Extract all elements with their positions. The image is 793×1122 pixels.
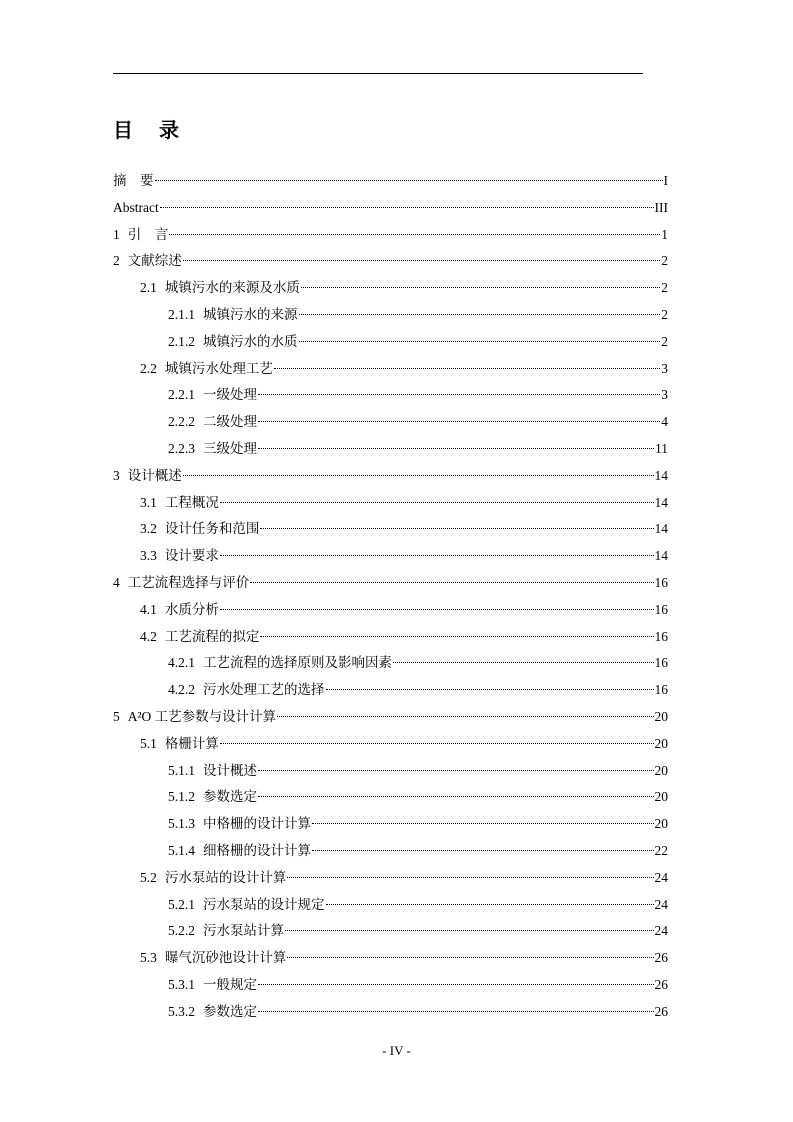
toc-entry-title: 污水泵站的设计规定	[203, 896, 325, 912]
toc-entry-title: 中格栅的设计计算	[203, 816, 311, 832]
toc-entry-title: 工艺流程选择与评价	[127, 574, 250, 590]
toc-entry-title: 工艺流程的选择原则及影响因素	[203, 655, 392, 671]
toc-entry-title: 一级处理	[203, 387, 257, 403]
title-char-2: 录	[159, 118, 179, 142]
toc-entry-title: 细格栅的设计计算	[203, 842, 311, 858]
dot-leader	[220, 555, 654, 556]
toc-entry-page: 2	[661, 333, 668, 349]
toc-entry-number: 5.2.2	[168, 923, 195, 939]
dot-leader	[393, 662, 654, 663]
toc-entry[interactable]	[113, 895, 668, 922]
toc-entry-number: 5	[113, 708, 120, 724]
toc-entry-page: 20	[654, 816, 668, 832]
toc-entry-page: 26	[654, 976, 668, 992]
dot-leader	[183, 260, 661, 261]
toc-entry-title: 城镇污水的来源及水质	[164, 280, 300, 296]
toc-entry-page: 24	[654, 896, 668, 912]
page-number-footer: - IV -	[382, 1043, 411, 1058]
toc-entry-page: I	[663, 173, 668, 188]
toc-entry-title: 设计任务和范围	[164, 521, 260, 537]
toc-entry-page: 2	[661, 280, 668, 296]
toc-entry[interactable]	[113, 546, 668, 573]
dot-leader	[260, 528, 653, 529]
toc-entry-page: 24	[654, 923, 668, 939]
toc-entry[interactable]	[113, 171, 668, 198]
toc-entry-page: 26	[654, 950, 668, 966]
toc-entry[interactable]	[113, 680, 668, 707]
toc-entry-number: 1	[113, 226, 120, 242]
dot-leader	[274, 368, 660, 369]
toc-entry-title: 设计要求	[164, 548, 219, 564]
toc-entry[interactable]	[113, 359, 668, 386]
table-of-contents	[113, 171, 668, 1029]
toc-entry-title: Abstract	[113, 199, 159, 215]
toc-entry-title: 污水泵站的设计计算	[164, 869, 287, 885]
dot-leader	[285, 930, 654, 931]
toc-entry[interactable]	[113, 412, 668, 439]
dot-leader	[301, 287, 660, 288]
toc-entry-number: 4.2.1	[168, 655, 195, 671]
toc-entry-page: 24	[654, 869, 668, 885]
toc-entry-number: 2.2.2	[168, 414, 195, 430]
dot-leader	[220, 609, 654, 610]
toc-entry-page: 20	[654, 735, 668, 751]
dot-leader	[258, 394, 660, 395]
toc-entry-title: 水质分析	[164, 601, 219, 617]
toc-entry-title: 城镇污水的来源	[203, 306, 298, 322]
toc-entry[interactable]	[113, 868, 668, 895]
toc-entry-page: 3	[661, 387, 668, 403]
toc-entry-number: 5.2.1	[168, 896, 195, 912]
toc-entry-number: 2.1.1	[168, 306, 195, 322]
toc-entry-title: 设计概述	[203, 762, 257, 778]
toc-entry-number: 4.2	[140, 628, 157, 644]
toc-entry[interactable]	[113, 573, 668, 600]
toc-entry-page: 14	[654, 467, 668, 483]
toc-entry[interactable]	[113, 1002, 668, 1029]
toc-entry[interactable]	[113, 975, 668, 1002]
toc-entry[interactable]	[113, 198, 668, 225]
dot-leader	[299, 341, 661, 342]
toc-entry-title: 参数选定	[203, 1003, 257, 1019]
toc-entry-number: 3.2	[140, 521, 157, 537]
toc-entry-page: 14	[654, 521, 668, 537]
toc-entry-number: 3.1	[140, 494, 157, 510]
toc-entry-number: 2.2.1	[168, 387, 195, 403]
toc-entry[interactable]	[113, 385, 668, 412]
toc-entry-title: 二级处理	[203, 414, 257, 430]
dot-leader	[155, 180, 663, 181]
toc-entry-title: 曝气沉砂池设计计算	[164, 950, 287, 966]
toc-entry[interactable]	[113, 519, 668, 546]
toc-entry-number: 5.3	[140, 950, 157, 966]
toc-entry-number: 5.2	[140, 869, 157, 885]
dot-leader	[287, 957, 653, 958]
toc-entry-title: 城镇污水处理工艺	[164, 360, 273, 376]
dot-leader	[277, 716, 653, 717]
toc-entry-page: 26	[654, 1003, 668, 1019]
dot-leader	[220, 502, 654, 503]
toc-entry[interactable]	[113, 332, 668, 359]
toc-entry-number: 5.1.4	[168, 842, 195, 858]
toc-entry[interactable]	[113, 707, 668, 734]
toc-entry-page: 4	[661, 414, 668, 430]
page-title	[113, 114, 179, 143]
dot-leader	[258, 796, 654, 797]
toc-entry-title: 污水泵站计算	[203, 923, 284, 939]
dot-leader	[250, 582, 653, 583]
toc-entry-number: 2.1	[140, 280, 157, 296]
dot-leader	[287, 877, 653, 878]
toc-entry-number: 5.1.3	[168, 816, 195, 832]
dot-leader	[220, 743, 654, 744]
toc-entry[interactable]	[113, 278, 668, 305]
toc-entry-number: 5.3.2	[168, 1003, 195, 1019]
toc-entry[interactable]	[113, 600, 668, 627]
toc-entry-number: 5.1.2	[168, 789, 195, 805]
dot-leader	[260, 636, 653, 637]
toc-entry-title: 设计概述	[127, 467, 182, 483]
toc-entry[interactable]	[113, 841, 668, 868]
toc-entry-title: 一般规定	[203, 976, 257, 992]
toc-entry-number: 4.1	[140, 601, 157, 617]
toc-entry[interactable]	[113, 466, 668, 493]
toc-entry-number: 2.2.3	[168, 440, 195, 456]
toc-entry-page: 16	[654, 574, 668, 590]
toc-entry-number: 4	[113, 574, 120, 590]
toc-entry-page: III	[654, 199, 668, 215]
dot-leader	[326, 689, 654, 690]
toc-entry-page: 16	[654, 655, 668, 671]
toc-entry-page: 16	[654, 682, 668, 698]
dot-leader	[169, 234, 660, 235]
toc-entry-title: 参数选定	[203, 789, 257, 805]
toc-entry[interactable]	[113, 225, 668, 252]
toc-entry-number: 5.1	[140, 735, 157, 751]
toc-entry[interactable]	[113, 814, 668, 841]
toc-entry[interactable]	[113, 439, 668, 466]
header-rule	[113, 73, 643, 74]
dot-leader	[312, 850, 654, 851]
toc-entry-page: 16	[654, 601, 668, 617]
toc-entry[interactable]	[113, 734, 668, 761]
toc-entry-number: 2	[113, 253, 120, 269]
toc-entry-page: 2	[661, 253, 668, 269]
toc-entry-number: 2.2	[140, 360, 157, 376]
toc-entry-title: A²O 工艺参数与设计计算	[127, 708, 277, 724]
toc-entry-title: 三级处理	[203, 440, 257, 456]
toc-entry-title: 工程概况	[164, 494, 219, 510]
toc-entry[interactable]	[113, 305, 668, 332]
toc-entry-page: 1	[661, 226, 668, 242]
toc-entry[interactable]	[113, 493, 668, 520]
toc-entry-title: 工艺流程的拟定	[164, 628, 260, 644]
dot-leader	[183, 475, 654, 476]
toc-entry-page: 20	[654, 708, 668, 724]
dot-leader	[258, 1011, 654, 1012]
toc-entry-title: 文献综述	[127, 253, 182, 269]
toc-entry-page: 11	[655, 440, 668, 456]
toc-entry-page: 14	[654, 548, 668, 564]
toc-entry[interactable]	[113, 761, 668, 788]
toc-entry-title: 引 言	[127, 226, 169, 242]
dot-leader	[258, 448, 654, 449]
toc-entry-number: 5.1.1	[168, 762, 195, 778]
dot-leader	[258, 421, 660, 422]
dot-leader	[326, 904, 654, 905]
toc-entry-title: 格栅计算	[164, 735, 219, 751]
toc-entry-title: 污水处理工艺的选择	[203, 682, 325, 698]
toc-entry[interactable]	[113, 627, 668, 654]
dot-leader	[258, 770, 654, 771]
toc-entry-page: 14	[654, 494, 668, 510]
dot-leader	[312, 823, 654, 824]
toc-entry[interactable]	[113, 251, 668, 278]
toc-entry-number: 2.1.2	[168, 333, 195, 349]
toc-entry[interactable]	[113, 921, 668, 948]
toc-entry[interactable]	[113, 787, 668, 814]
title-char-1: 目	[113, 118, 133, 142]
toc-entry-page: 16	[654, 628, 668, 644]
toc-entry-number: 3.3	[140, 548, 157, 564]
dot-leader	[258, 984, 654, 985]
dot-leader	[160, 207, 654, 208]
toc-entry-page: 20	[654, 762, 668, 778]
toc-entry-title: 摘 要	[113, 173, 154, 188]
toc-entry-title: 城镇污水的水质	[203, 333, 298, 349]
toc-entry-page: 2	[661, 306, 668, 322]
toc-entry[interactable]	[113, 653, 668, 680]
toc-entry-page: 22	[654, 842, 668, 858]
dot-leader	[299, 314, 661, 315]
toc-entry-page: 3	[661, 360, 668, 376]
toc-entry-number: 4.2.2	[168, 682, 195, 698]
toc-entry-page: 20	[654, 789, 668, 805]
toc-entry-number: 5.3.1	[168, 976, 195, 992]
toc-entry[interactable]	[113, 948, 668, 975]
toc-entry-number: 3	[113, 467, 120, 483]
